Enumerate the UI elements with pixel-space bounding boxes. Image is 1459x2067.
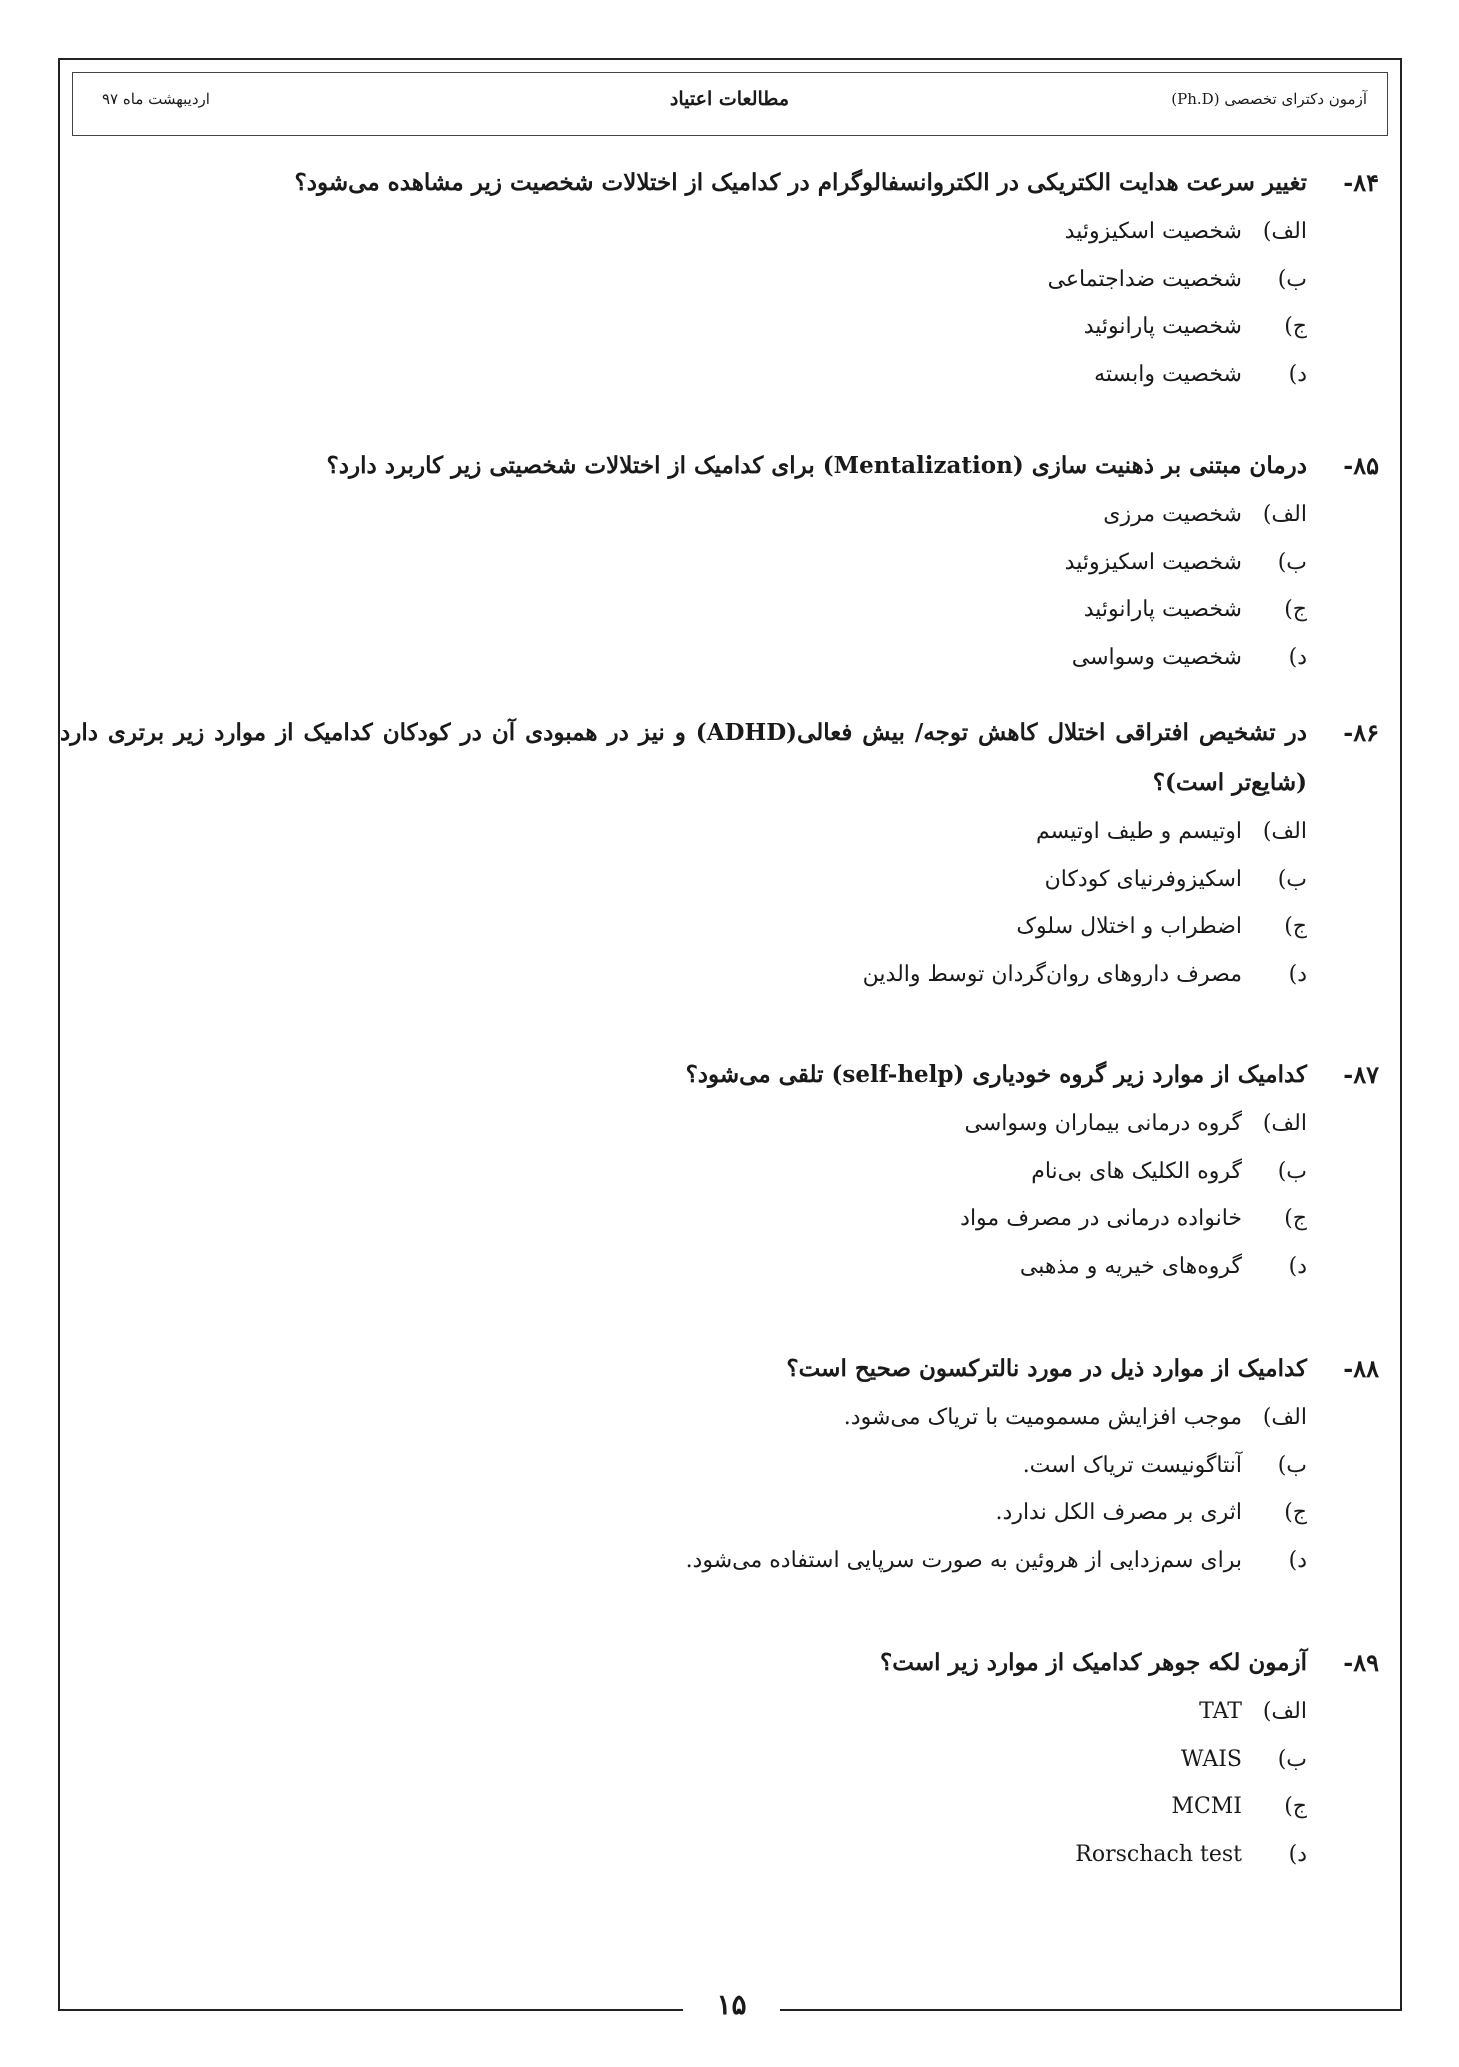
- question-text: درمان مبتنی بر ذهنیت سازی (Mentalization) برای کدامیک از اختلالات شخصیتی زیر کاربرد دارد؟: [326, 452, 1307, 479]
- footer-rule-right: [780, 2009, 1402, 2011]
- option-be: [60, 256, 1307, 304]
- option-label: ب): [1277, 266, 1307, 292]
- option-label: الف): [1262, 1699, 1307, 1724]
- question-89: [60, 1638, 1379, 1878]
- question-number: ۸۵-: [1343, 451, 1379, 480]
- option-label: ب): [1277, 1158, 1307, 1184]
- option-alef: [60, 808, 1307, 856]
- option-label: ب): [1277, 549, 1307, 575]
- option-label: ج): [1284, 597, 1307, 622]
- option-label: د): [1288, 1547, 1307, 1573]
- exam-date: اردیبهشت ماه ۹۷: [102, 90, 210, 108]
- options-list: [60, 808, 1379, 998]
- question-86: [60, 708, 1379, 998]
- option-text: اوتیسم و طیف اوتیسم: [1035, 819, 1242, 844]
- option-text: خانواده درمانی در مصرف مواد: [960, 1206, 1242, 1231]
- question-number: ۸۸-: [1343, 1354, 1379, 1383]
- option-dal: [60, 351, 1307, 399]
- option-label: الف): [1262, 502, 1307, 527]
- option-text: گروه الکلیک های بی‌نام: [1031, 1158, 1242, 1184]
- option-label: الف): [1262, 1111, 1307, 1136]
- option-label: ج): [1284, 1500, 1307, 1525]
- question-text: تغییر سرعت هدایت الکتریکی در الکتروانسفالوگرام در کدامیک از اختلالات شخصیت زیر مشاهده می‌شود؟: [294, 169, 1307, 196]
- option-alef: [60, 1688, 1307, 1736]
- footer-rule-left: [58, 2009, 683, 2011]
- option-label: ب): [1277, 866, 1307, 892]
- option-text: MCMI: [1171, 1794, 1242, 1819]
- question-84: [60, 158, 1379, 398]
- option-text: اضطراب و اختلال سلوک: [1016, 914, 1242, 939]
- option-text: اسکیزوفرنیای کودکان: [1044, 866, 1242, 892]
- option-label: ج): [1284, 314, 1307, 339]
- option-be: [60, 1736, 1307, 1784]
- question-number: ۸۷-: [1343, 1060, 1379, 1089]
- option-label: ب): [1277, 1746, 1307, 1772]
- option-alef: [60, 1100, 1307, 1148]
- option-jim: [60, 903, 1307, 951]
- option-label: ج): [1284, 914, 1307, 939]
- options-list: [60, 208, 1379, 398]
- page-number: ۱۵: [716, 1988, 747, 2021]
- option-text: آنتاگونیست تریاک است.: [1022, 1452, 1242, 1478]
- question-text: کدامیک از موارد زیر گروه خودیاری (self-help) تلقی می‌شود؟: [685, 1061, 1307, 1088]
- option-dal: [60, 1831, 1307, 1879]
- option-dal: [60, 951, 1307, 999]
- option-text: شخصیت پارانوئید: [1083, 314, 1242, 339]
- question-87: [60, 1050, 1379, 1290]
- option-text: مصرف داروهای روان‌گردان توسط والدین: [862, 961, 1242, 987]
- option-text: شخصیت مرزی: [1103, 502, 1242, 527]
- question-text: در تشخیص افتراقی اختلال کاهش توجه/ بیش فعالی(ADHD) و نیز در همبودی آن در کودکان کدامیک از موارد زیر برتری دارد (شایع‌تر است)؟: [60, 719, 1307, 796]
- option-dal: [60, 1537, 1307, 1585]
- option-text: شخصیت اسکیزوئید: [1064, 549, 1242, 575]
- option-be: [60, 1442, 1307, 1490]
- subject-title: مطالعات اعتیاد: [669, 88, 790, 110]
- options-list: [60, 491, 1379, 681]
- option-dal: [60, 634, 1307, 682]
- option-label: ب): [1277, 1452, 1307, 1478]
- question-number: ۸۴-: [1343, 168, 1379, 197]
- option-label: د): [1288, 1253, 1307, 1279]
- question-85: [60, 441, 1379, 681]
- option-text: گروه‌های خیریه و مذهبی: [1019, 1253, 1242, 1279]
- option-jim: [60, 1783, 1307, 1831]
- option-alef: [60, 1394, 1307, 1442]
- option-label: ج): [1284, 1794, 1307, 1819]
- question-number: ۸۹-: [1343, 1648, 1379, 1677]
- option-jim: [60, 1489, 1307, 1537]
- option-text: WAIS: [1180, 1746, 1242, 1772]
- options-list: [60, 1688, 1379, 1878]
- option-text: شخصیت اسکیزوئید: [1064, 219, 1242, 244]
- option-text: برای سم‌زدایی از هروئین به صورت سرپایی استفاده می‌شود.: [685, 1547, 1242, 1573]
- option-text: TAT: [1199, 1699, 1242, 1724]
- option-label: الف): [1262, 1405, 1307, 1430]
- option-label: الف): [1262, 219, 1307, 244]
- options-list: [60, 1100, 1379, 1290]
- option-label: الف): [1262, 819, 1307, 844]
- option-jim: [60, 586, 1307, 634]
- option-text: شخصیت ضداجتماعی: [1047, 266, 1242, 292]
- option-label: ج): [1284, 1206, 1307, 1231]
- question-text: کدامیک از موارد ذیل در مورد نالترکسون صحیح است؟: [786, 1355, 1307, 1382]
- option-alef: [60, 208, 1307, 256]
- option-jim: [60, 303, 1307, 351]
- option-text: شخصیت وسواسی: [1071, 644, 1242, 670]
- option-text: گروه درمانی بیماران وسواسی: [964, 1111, 1242, 1136]
- option-label: د): [1288, 961, 1307, 987]
- option-text: موجب افزایش مسمومیت با تریاک می‌شود.: [843, 1405, 1242, 1430]
- question-text: آزمون لکه جوهر کدامیک از موارد زیر است؟: [880, 1649, 1307, 1676]
- question-88: [60, 1344, 1379, 1584]
- exam-title: آزمون دکترای تخصصی (Ph.D): [1171, 90, 1367, 108]
- option-text: شخصیت وابسته: [1094, 361, 1242, 387]
- option-be: [60, 856, 1307, 904]
- option-be: [60, 539, 1307, 587]
- option-alef: [60, 491, 1307, 539]
- option-text: شخصیت پارانوئید: [1083, 597, 1242, 622]
- option-label: د): [1288, 361, 1307, 387]
- option-be: [60, 1148, 1307, 1196]
- option-dal: [60, 1243, 1307, 1291]
- option-text: اثری بر مصرف الکل ندارد.: [995, 1500, 1242, 1525]
- options-list: [60, 1394, 1379, 1584]
- option-label: د): [1288, 644, 1307, 670]
- question-number: ۸۶-: [1343, 718, 1379, 747]
- option-label: د): [1288, 1841, 1307, 1867]
- option-text: Rorschach test: [1075, 1841, 1242, 1867]
- option-jim: [60, 1195, 1307, 1243]
